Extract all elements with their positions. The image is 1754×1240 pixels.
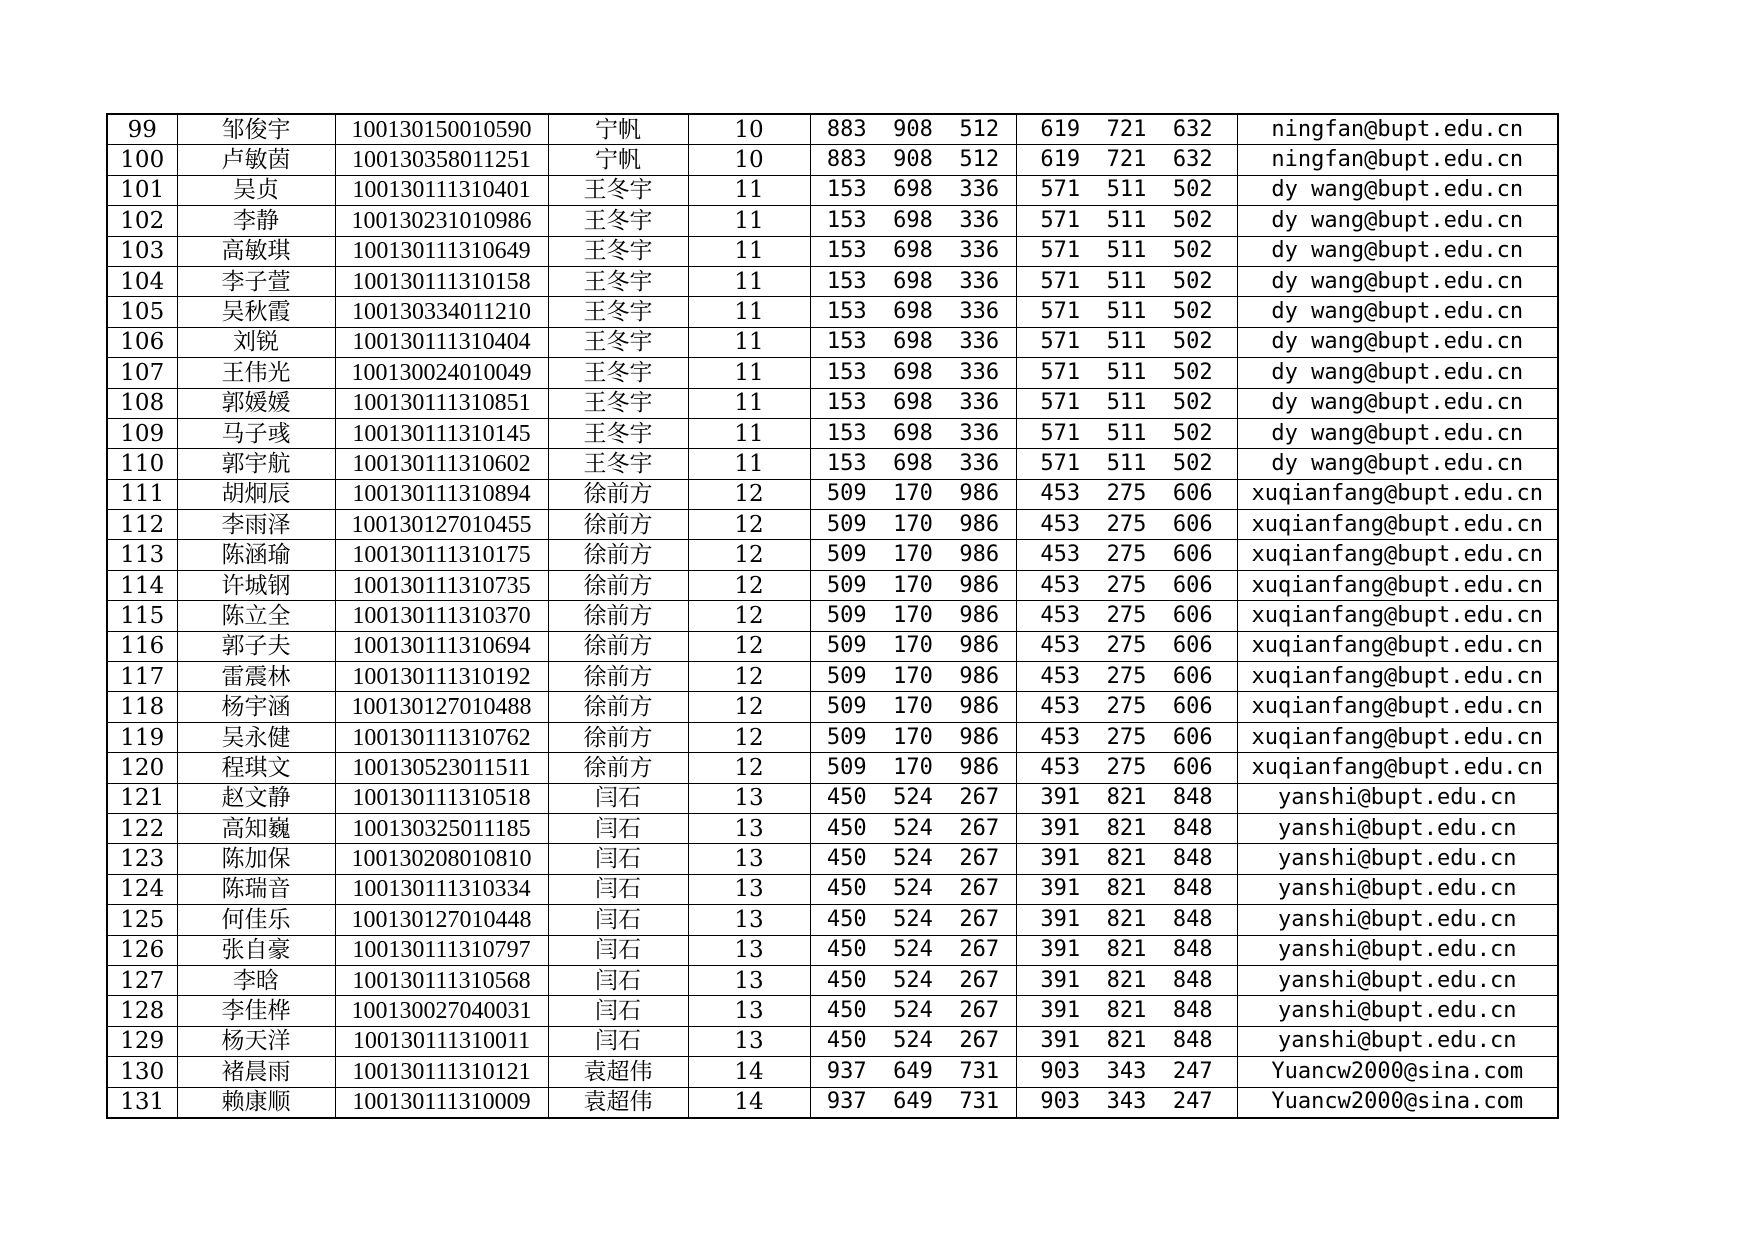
group-number-cell: 11 xyxy=(688,297,810,327)
table-row xyxy=(107,935,1558,965)
student-name-cell: 许城钢 xyxy=(177,570,335,600)
table-row xyxy=(107,753,1558,783)
student-id-cell: 100130358011251 xyxy=(335,145,548,175)
student-name-cell: 吴永健 xyxy=(177,722,335,752)
row-number-cell: 108 xyxy=(107,388,177,418)
student-id-cell: 100130111310121 xyxy=(335,1057,548,1087)
student-id-cell: 100130325011185 xyxy=(335,813,548,843)
tutor-name-cell: 徐前方 xyxy=(548,570,688,600)
row-number-cell: 118 xyxy=(107,692,177,722)
phone-1-cell: 509 170 986 xyxy=(810,479,1016,509)
phone-2-cell: 903 343 247 xyxy=(1016,1087,1237,1118)
row-number-cell: 114 xyxy=(107,570,177,600)
phone-2-cell: 391 821 848 xyxy=(1016,813,1237,843)
row-number-cell: 125 xyxy=(107,905,177,935)
tutor-name-cell: 宁帆 xyxy=(548,114,688,145)
group-number-cell: 12 xyxy=(688,753,810,783)
email-cell: dy wang@bupt.edu.cn xyxy=(1237,206,1558,236)
row-number-cell: 121 xyxy=(107,783,177,813)
tutor-name-cell: 王冬宇 xyxy=(548,175,688,205)
student-name-cell: 何佳乐 xyxy=(177,905,335,935)
phone-2-cell: 391 821 848 xyxy=(1016,965,1237,995)
phone-1-cell: 883 908 512 xyxy=(810,114,1016,145)
row-number-cell: 119 xyxy=(107,722,177,752)
student-assignment-table xyxy=(106,113,1559,1119)
phone-1-cell: 509 170 986 xyxy=(810,692,1016,722)
student-id-cell: 100130111310334 xyxy=(335,874,548,904)
tutor-name-cell: 王冬宇 xyxy=(548,236,688,266)
student-id-cell: 100130111310851 xyxy=(335,388,548,418)
phone-2-cell: 391 821 848 xyxy=(1016,1026,1237,1056)
student-name-cell: 卢敏茵 xyxy=(177,145,335,175)
student-name-cell: 陈涵瑜 xyxy=(177,540,335,570)
student-name-cell: 李子萱 xyxy=(177,266,335,296)
group-number-cell: 14 xyxy=(688,1087,810,1118)
phone-1-cell: 153 698 336 xyxy=(810,297,1016,327)
phone-1-cell: 153 698 336 xyxy=(810,449,1016,479)
student-id-cell: 100130111310762 xyxy=(335,722,548,752)
student-id-cell: 100130111310649 xyxy=(335,236,548,266)
tutor-name-cell: 袁超伟 xyxy=(548,1057,688,1087)
row-number-cell: 104 xyxy=(107,266,177,296)
student-id-cell: 100130111310602 xyxy=(335,449,548,479)
phone-2-cell: 453 275 606 xyxy=(1016,631,1237,661)
phone-2-cell: 391 821 848 xyxy=(1016,935,1237,965)
student-id-cell: 100130231010986 xyxy=(335,206,548,236)
table-row xyxy=(107,175,1558,205)
group-number-cell: 11 xyxy=(688,418,810,448)
row-number-cell: 113 xyxy=(107,540,177,570)
phone-1-cell: 153 698 336 xyxy=(810,236,1016,266)
email-cell: dy wang@bupt.edu.cn xyxy=(1237,236,1558,266)
phone-2-cell: 571 511 502 xyxy=(1016,206,1237,236)
email-cell: yanshi@bupt.edu.cn xyxy=(1237,996,1558,1026)
row-number-cell: 101 xyxy=(107,175,177,205)
table-row xyxy=(107,540,1558,570)
phone-1-cell: 153 698 336 xyxy=(810,175,1016,205)
phone-1-cell: 450 524 267 xyxy=(810,996,1016,1026)
email-cell: xuqianfang@bupt.edu.cn xyxy=(1237,753,1558,783)
phone-2-cell: 453 275 606 xyxy=(1016,510,1237,540)
email-cell: dy wang@bupt.edu.cn xyxy=(1237,175,1558,205)
student-id-cell: 100130111310735 xyxy=(335,570,548,600)
email-cell: xuqianfang@bupt.edu.cn xyxy=(1237,692,1558,722)
table-row xyxy=(107,965,1558,995)
student-id-cell: 100130111310009 xyxy=(335,1087,548,1118)
student-name-cell: 李静 xyxy=(177,206,335,236)
group-number-cell: 13 xyxy=(688,844,810,874)
phone-2-cell: 453 275 606 xyxy=(1016,570,1237,600)
group-number-cell: 10 xyxy=(688,114,810,145)
email-cell: xuqianfang@bupt.edu.cn xyxy=(1237,540,1558,570)
phone-1-cell: 450 524 267 xyxy=(810,813,1016,843)
phone-1-cell: 509 170 986 xyxy=(810,601,1016,631)
student-name-cell: 高知巍 xyxy=(177,813,335,843)
tutor-name-cell: 宁帆 xyxy=(548,145,688,175)
tutor-name-cell: 徐前方 xyxy=(548,722,688,752)
phone-2-cell: 453 275 606 xyxy=(1016,479,1237,509)
email-cell: yanshi@bupt.edu.cn xyxy=(1237,813,1558,843)
student-name-cell: 陈加保 xyxy=(177,844,335,874)
group-number-cell: 11 xyxy=(688,236,810,266)
student-id-cell: 100130523011511 xyxy=(335,753,548,783)
tutor-name-cell: 徐前方 xyxy=(548,479,688,509)
phone-1-cell: 450 524 267 xyxy=(810,874,1016,904)
phone-1-cell: 153 698 336 xyxy=(810,206,1016,236)
student-id-cell: 100130111310568 xyxy=(335,965,548,995)
phone-2-cell: 571 511 502 xyxy=(1016,388,1237,418)
phone-2-cell: 453 275 606 xyxy=(1016,753,1237,783)
row-number-cell: 100 xyxy=(107,145,177,175)
tutor-name-cell: 王冬宇 xyxy=(548,418,688,448)
row-number-cell: 102 xyxy=(107,206,177,236)
group-number-cell: 10 xyxy=(688,145,810,175)
email-cell: ningfan@bupt.edu.cn xyxy=(1237,145,1558,175)
student-name-cell: 郭宇航 xyxy=(177,449,335,479)
student-id-cell: 100130127010488 xyxy=(335,692,548,722)
table-row xyxy=(107,358,1558,388)
table-row xyxy=(107,692,1558,722)
group-number-cell: 13 xyxy=(688,783,810,813)
student-name-cell: 高敏琪 xyxy=(177,236,335,266)
group-number-cell: 12 xyxy=(688,510,810,540)
student-id-cell: 100130111310694 xyxy=(335,631,548,661)
student-id-cell: 100130111310404 xyxy=(335,327,548,357)
email-cell: Yuancw2000@sina.com xyxy=(1237,1087,1558,1118)
group-number-cell: 13 xyxy=(688,996,810,1026)
tutor-name-cell: 闫石 xyxy=(548,996,688,1026)
table-row xyxy=(107,601,1558,631)
tutor-name-cell: 徐前方 xyxy=(548,631,688,661)
row-number-cell: 127 xyxy=(107,965,177,995)
tutor-name-cell: 徐前方 xyxy=(548,510,688,540)
email-cell: yanshi@bupt.edu.cn xyxy=(1237,965,1558,995)
tutor-name-cell: 闫石 xyxy=(548,783,688,813)
phone-1-cell: 937 649 731 xyxy=(810,1057,1016,1087)
phone-1-cell: 450 524 267 xyxy=(810,783,1016,813)
table-row xyxy=(107,388,1558,418)
tutor-name-cell: 王冬宇 xyxy=(548,449,688,479)
student-name-cell: 程琪文 xyxy=(177,753,335,783)
phone-2-cell: 571 511 502 xyxy=(1016,327,1237,357)
student-name-cell: 李雨泽 xyxy=(177,510,335,540)
student-id-cell: 100130111310158 xyxy=(335,266,548,296)
student-id-cell: 100130111310894 xyxy=(335,479,548,509)
student-name-cell: 杨宇涵 xyxy=(177,692,335,722)
group-number-cell: 14 xyxy=(688,1057,810,1087)
table-row xyxy=(107,1087,1558,1118)
tutor-name-cell: 王冬宇 xyxy=(548,206,688,236)
phone-2-cell: 453 275 606 xyxy=(1016,692,1237,722)
group-number-cell: 13 xyxy=(688,813,810,843)
student-id-cell: 100130111310192 xyxy=(335,662,548,692)
table-row xyxy=(107,1026,1558,1056)
tutor-name-cell: 徐前方 xyxy=(548,540,688,570)
tutor-name-cell: 徐前方 xyxy=(548,662,688,692)
student-name-cell: 杨天洋 xyxy=(177,1026,335,1056)
phone-1-cell: 450 524 267 xyxy=(810,935,1016,965)
group-number-cell: 13 xyxy=(688,874,810,904)
table-row xyxy=(107,1057,1558,1087)
student-name-cell: 赖康顺 xyxy=(177,1087,335,1118)
row-number-cell: 103 xyxy=(107,236,177,266)
email-cell: yanshi@bupt.edu.cn xyxy=(1237,874,1558,904)
tutor-name-cell: 王冬宇 xyxy=(548,297,688,327)
tutor-name-cell: 闫石 xyxy=(548,1026,688,1056)
group-number-cell: 12 xyxy=(688,692,810,722)
phone-1-cell: 509 170 986 xyxy=(810,722,1016,752)
phone-2-cell: 453 275 606 xyxy=(1016,662,1237,692)
student-name-cell: 吴秋霞 xyxy=(177,297,335,327)
student-name-cell: 李晗 xyxy=(177,965,335,995)
group-number-cell: 12 xyxy=(688,601,810,631)
phone-2-cell: 453 275 606 xyxy=(1016,722,1237,752)
table-row xyxy=(107,206,1558,236)
student-id-cell: 100130027040031 xyxy=(335,996,548,1026)
email-cell: xuqianfang@bupt.edu.cn xyxy=(1237,479,1558,509)
row-number-cell: 130 xyxy=(107,1057,177,1087)
row-number-cell: 109 xyxy=(107,418,177,448)
student-name-cell: 陈瑞音 xyxy=(177,874,335,904)
email-cell: yanshi@bupt.edu.cn xyxy=(1237,935,1558,965)
phone-1-cell: 450 524 267 xyxy=(810,1026,1016,1056)
student-name-cell: 王伟光 xyxy=(177,358,335,388)
student-name-cell: 李佳桦 xyxy=(177,996,335,1026)
row-number-cell: 106 xyxy=(107,327,177,357)
phone-1-cell: 153 698 336 xyxy=(810,266,1016,296)
group-number-cell: 12 xyxy=(688,722,810,752)
table-body xyxy=(107,114,1558,1118)
phone-2-cell: 903 343 247 xyxy=(1016,1057,1237,1087)
student-name-cell: 张自豪 xyxy=(177,935,335,965)
table-row xyxy=(107,570,1558,600)
phone-1-cell: 509 170 986 xyxy=(810,631,1016,661)
phone-1-cell: 509 170 986 xyxy=(810,510,1016,540)
email-cell: xuqianfang@bupt.edu.cn xyxy=(1237,510,1558,540)
email-cell: yanshi@bupt.edu.cn xyxy=(1237,905,1558,935)
group-number-cell: 12 xyxy=(688,570,810,600)
group-number-cell: 11 xyxy=(688,449,810,479)
group-number-cell: 13 xyxy=(688,1026,810,1056)
student-name-cell: 马子彧 xyxy=(177,418,335,448)
student-id-cell: 100130111310401 xyxy=(335,175,548,205)
phone-1-cell: 153 698 336 xyxy=(810,418,1016,448)
phone-2-cell: 571 511 502 xyxy=(1016,266,1237,296)
student-id-cell: 100130127010455 xyxy=(335,510,548,540)
tutor-name-cell: 闫石 xyxy=(548,813,688,843)
phone-2-cell: 619 721 632 xyxy=(1016,145,1237,175)
student-name-cell: 郭媛媛 xyxy=(177,388,335,418)
tutor-name-cell: 闫石 xyxy=(548,874,688,904)
email-cell: dy wang@bupt.edu.cn xyxy=(1237,327,1558,357)
phone-1-cell: 937 649 731 xyxy=(810,1087,1016,1118)
phone-2-cell: 453 275 606 xyxy=(1016,540,1237,570)
email-cell: dy wang@bupt.edu.cn xyxy=(1237,358,1558,388)
student-name-cell: 郭子夫 xyxy=(177,631,335,661)
email-cell: xuqianfang@bupt.edu.cn xyxy=(1237,662,1558,692)
table-row xyxy=(107,783,1558,813)
email-cell: xuqianfang@bupt.edu.cn xyxy=(1237,570,1558,600)
table-row xyxy=(107,631,1558,661)
email-cell: dy wang@bupt.edu.cn xyxy=(1237,297,1558,327)
email-cell: xuqianfang@bupt.edu.cn xyxy=(1237,722,1558,752)
group-number-cell: 12 xyxy=(688,540,810,570)
email-cell: Yuancw2000@sina.com xyxy=(1237,1057,1558,1087)
row-number-cell: 110 xyxy=(107,449,177,479)
group-number-cell: 12 xyxy=(688,631,810,661)
table-row xyxy=(107,418,1558,448)
phone-1-cell: 509 170 986 xyxy=(810,662,1016,692)
tutor-name-cell: 王冬宇 xyxy=(548,327,688,357)
student-id-cell: 100130208010810 xyxy=(335,844,548,874)
tutor-name-cell: 闫石 xyxy=(548,905,688,935)
student-name-cell: 赵文静 xyxy=(177,783,335,813)
student-id-cell: 100130334011210 xyxy=(335,297,548,327)
phone-1-cell: 153 698 336 xyxy=(810,327,1016,357)
student-name-cell: 褚晨雨 xyxy=(177,1057,335,1087)
row-number-cell: 117 xyxy=(107,662,177,692)
tutor-name-cell: 王冬宇 xyxy=(548,266,688,296)
student-id-cell: 100130111310518 xyxy=(335,783,548,813)
student-id-cell: 100130111310145 xyxy=(335,418,548,448)
table-row xyxy=(107,844,1558,874)
table-row xyxy=(107,327,1558,357)
phone-2-cell: 391 821 848 xyxy=(1016,844,1237,874)
table-row xyxy=(107,813,1558,843)
row-number-cell: 129 xyxy=(107,1026,177,1056)
row-number-cell: 122 xyxy=(107,813,177,843)
phone-1-cell: 450 524 267 xyxy=(810,844,1016,874)
row-number-cell: 124 xyxy=(107,874,177,904)
student-name-cell: 刘锐 xyxy=(177,327,335,357)
student-name-cell: 陈立全 xyxy=(177,601,335,631)
row-number-cell: 105 xyxy=(107,297,177,327)
group-number-cell: 12 xyxy=(688,479,810,509)
group-number-cell: 11 xyxy=(688,388,810,418)
student-id-cell: 100130111310797 xyxy=(335,935,548,965)
table-row xyxy=(107,905,1558,935)
tutor-name-cell: 闫石 xyxy=(548,844,688,874)
row-number-cell: 112 xyxy=(107,510,177,540)
phone-2-cell: 571 511 502 xyxy=(1016,175,1237,205)
phone-1-cell: 509 170 986 xyxy=(810,540,1016,570)
phone-1-cell: 450 524 267 xyxy=(810,905,1016,935)
phone-1-cell: 153 698 336 xyxy=(810,358,1016,388)
student-name-cell: 雷震林 xyxy=(177,662,335,692)
phone-2-cell: 619 721 632 xyxy=(1016,114,1237,145)
table-row xyxy=(107,145,1558,175)
student-id-cell: 100130150010590 xyxy=(335,114,548,145)
student-name-cell: 胡炯辰 xyxy=(177,479,335,509)
email-cell: dy wang@bupt.edu.cn xyxy=(1237,388,1558,418)
tutor-name-cell: 王冬宇 xyxy=(548,388,688,418)
row-number-cell: 115 xyxy=(107,601,177,631)
tutor-name-cell: 闫石 xyxy=(548,935,688,965)
tutor-name-cell: 徐前方 xyxy=(548,692,688,722)
group-number-cell: 13 xyxy=(688,905,810,935)
tutor-name-cell: 徐前方 xyxy=(548,753,688,783)
phone-2-cell: 571 511 502 xyxy=(1016,418,1237,448)
group-number-cell: 11 xyxy=(688,358,810,388)
table-row xyxy=(107,996,1558,1026)
table-row xyxy=(107,874,1558,904)
table-row xyxy=(107,662,1558,692)
group-number-cell: 11 xyxy=(688,206,810,236)
row-number-cell: 116 xyxy=(107,631,177,661)
group-number-cell: 11 xyxy=(688,266,810,296)
row-number-cell: 128 xyxy=(107,996,177,1026)
group-number-cell: 11 xyxy=(688,175,810,205)
email-cell: yanshi@bupt.edu.cn xyxy=(1237,844,1558,874)
row-number-cell: 131 xyxy=(107,1087,177,1118)
row-number-cell: 111 xyxy=(107,479,177,509)
student-name-cell: 邹俊宇 xyxy=(177,114,335,145)
phone-2-cell: 453 275 606 xyxy=(1016,601,1237,631)
phone-2-cell: 391 821 848 xyxy=(1016,783,1237,813)
phone-1-cell: 509 170 986 xyxy=(810,753,1016,783)
table-row xyxy=(107,114,1558,145)
group-number-cell: 12 xyxy=(688,662,810,692)
email-cell: dy wang@bupt.edu.cn xyxy=(1237,449,1558,479)
phone-2-cell: 391 821 848 xyxy=(1016,905,1237,935)
tutor-name-cell: 袁超伟 xyxy=(548,1087,688,1118)
phone-2-cell: 571 511 502 xyxy=(1016,236,1237,266)
email-cell: xuqianfang@bupt.edu.cn xyxy=(1237,631,1558,661)
phone-2-cell: 571 511 502 xyxy=(1016,449,1237,479)
table-row xyxy=(107,510,1558,540)
student-id-cell: 100130024010049 xyxy=(335,358,548,388)
student-id-cell: 100130111310370 xyxy=(335,601,548,631)
phone-2-cell: 391 821 848 xyxy=(1016,996,1237,1026)
student-id-cell: 100130127010448 xyxy=(335,905,548,935)
row-number-cell: 120 xyxy=(107,753,177,783)
table-row xyxy=(107,479,1558,509)
phone-2-cell: 571 511 502 xyxy=(1016,358,1237,388)
row-number-cell: 123 xyxy=(107,844,177,874)
email-cell: xuqianfang@bupt.edu.cn xyxy=(1237,601,1558,631)
table-row xyxy=(107,266,1558,296)
group-number-cell: 13 xyxy=(688,965,810,995)
row-number-cell: 99 xyxy=(107,114,177,145)
row-number-cell: 107 xyxy=(107,358,177,388)
phone-1-cell: 450 524 267 xyxy=(810,965,1016,995)
student-id-cell: 100130111310175 xyxy=(335,540,548,570)
email-cell: dy wang@bupt.edu.cn xyxy=(1237,266,1558,296)
table-row xyxy=(107,449,1558,479)
row-number-cell: 126 xyxy=(107,935,177,965)
table-row xyxy=(107,297,1558,327)
table-row xyxy=(107,236,1558,266)
tutor-name-cell: 徐前方 xyxy=(548,601,688,631)
phone-2-cell: 391 821 848 xyxy=(1016,874,1237,904)
tutor-name-cell: 闫石 xyxy=(548,965,688,995)
email-cell: ningfan@bupt.edu.cn xyxy=(1237,114,1558,145)
phone-2-cell: 571 511 502 xyxy=(1016,297,1237,327)
student-name-cell: 吴贞 xyxy=(177,175,335,205)
table-row xyxy=(107,722,1558,752)
tutor-name-cell: 王冬宇 xyxy=(548,358,688,388)
email-cell: dy wang@bupt.edu.cn xyxy=(1237,418,1558,448)
phone-1-cell: 883 908 512 xyxy=(810,145,1016,175)
email-cell: yanshi@bupt.edu.cn xyxy=(1237,783,1558,813)
student-id-cell: 100130111310011 xyxy=(335,1026,548,1056)
phone-1-cell: 509 170 986 xyxy=(810,570,1016,600)
group-number-cell: 11 xyxy=(688,327,810,357)
group-number-cell: 13 xyxy=(688,935,810,965)
email-cell: yanshi@bupt.edu.cn xyxy=(1237,1026,1558,1056)
phone-1-cell: 153 698 336 xyxy=(810,388,1016,418)
